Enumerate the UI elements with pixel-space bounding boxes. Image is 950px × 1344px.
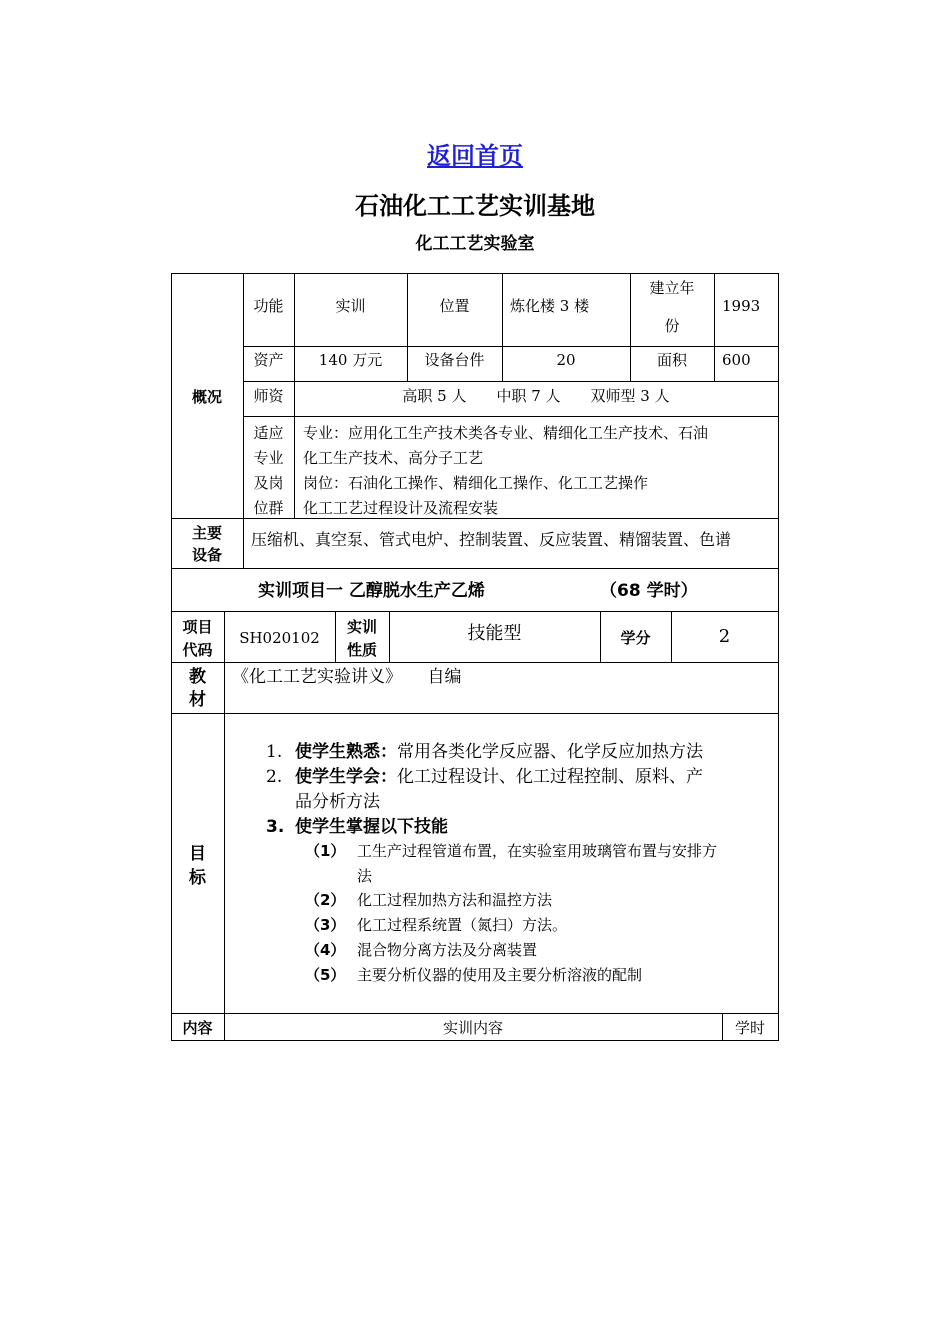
goal-item: 2. 使学生学会：化工过程设计、化工过程控制、原料、产	[266, 767, 703, 787]
area-label: 面积	[656, 351, 687, 369]
skill-item: （2） 化工过程加热方法和温控方法	[305, 891, 553, 909]
skill-item-continued: 法	[357, 867, 373, 885]
staff-label: 师资	[253, 387, 284, 405]
year-label-line1: 建立年	[649, 279, 695, 297]
project-nature-value: 技能型	[467, 623, 522, 644]
project-code-label: 项目 代码	[182, 618, 213, 659]
year-label-line2: 份	[664, 317, 680, 335]
content-label: 内容	[182, 1019, 213, 1037]
equipment-count-label: 设备台件	[424, 351, 485, 369]
project-heading: 实训项目一 乙醇脱水生产乙烯	[258, 581, 485, 601]
staff-value: 高职 5 人 中职 7 人 双师型 3 人	[402, 387, 670, 405]
credit-value: 2	[718, 626, 731, 647]
project-hours: （68 学时）	[600, 581, 698, 601]
equipment-count-value: 20	[556, 351, 576, 369]
function-label: 功能	[253, 297, 284, 315]
skill-item: （3） 化工过程系统置（氮扫）方法。	[305, 916, 568, 934]
main-equipment-label: 主要 设备	[191, 524, 222, 564]
skill-item: （4） 混合物分离方法及分离装置	[305, 941, 538, 959]
location-value: 炼化楼 3 楼	[510, 297, 590, 315]
textbook-label: 教 材	[189, 667, 206, 710]
assets-label: 资产	[253, 351, 284, 369]
area-value: 600	[722, 351, 751, 369]
content-hours-label: 学时	[734, 1019, 765, 1037]
project-nature-label: 实训 性质	[346, 618, 377, 659]
location-label: 位置	[439, 297, 470, 315]
skill-item: （5） 主要分析仪器的使用及主要分析溶液的配制	[305, 966, 643, 984]
content-value: 实训内容	[442, 1019, 503, 1037]
assets-value: 140 万元	[318, 351, 383, 369]
function-value: 实训	[335, 297, 366, 315]
main-equipment-value: 压缩机、真空泵、管式电炉、控制装置、反应装置、精馏装置、色谱	[251, 530, 732, 549]
fit-label: 适应 专业 及岗 位群	[253, 424, 284, 517]
goal-item: 3. 使学生掌握以下技能	[266, 817, 448, 837]
year-value: 1993	[722, 297, 761, 315]
goal-item-continued: 品分析方法	[295, 792, 380, 812]
back-home-link[interactable]: 返回首页	[427, 141, 523, 170]
page-title: 石油化工工艺实训基地	[355, 192, 595, 220]
fit-description: 专业：应用化工生产技术类各专业、精细化工生产技术、石油 化工生产技术、高分子工艺 岗位：石油化工操作、精细化工操作、化工工艺操作 化工工艺过程设计及流程安装	[303, 424, 709, 517]
skill-item: （1） 工生产过程管道布置，在实验室用玻璃管布置与安排方	[305, 842, 718, 860]
goals-label: 目 标	[189, 844, 206, 888]
textbook-value: 《化工工艺实验讲义》 自编	[232, 667, 462, 687]
goal-item: 1. 使学生熟悉：常用各类化学反应器、化学反应加热方法	[266, 742, 703, 762]
overview-label: 概况	[191, 388, 222, 406]
page-subtitle: 化工工艺实验室	[415, 234, 535, 254]
credit-label: 学分	[620, 629, 651, 647]
project-code-value: SH020102	[239, 629, 320, 647]
